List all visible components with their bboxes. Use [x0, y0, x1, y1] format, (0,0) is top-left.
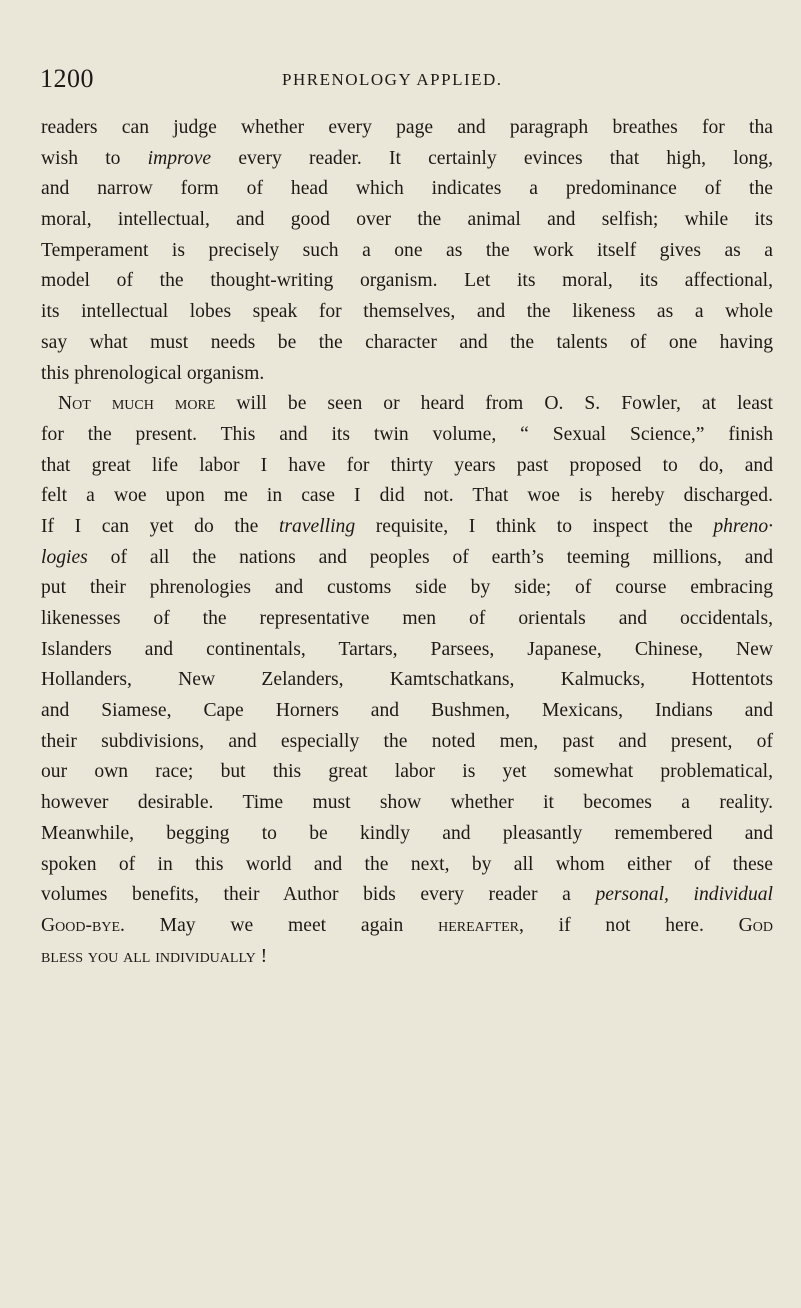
- text-line: [41, 144, 773, 175]
- text-line: likenesses of the representative men of orientals and occidentals,: [41, 608, 773, 629]
- text-line: put their phrenologies and customs side by side; of course embracing: [41, 577, 773, 599]
- text-line: moral, intellectual, and good over the animal and selfish; while its: [41, 209, 773, 231]
- text-line: readers can judge whether every page and paragraph breathes for tha: [41, 117, 773, 138]
- text-line: Meanwhile, begging to be kindly and pleasantly remembered and: [41, 822, 773, 844]
- text-run: if not here.: [523, 914, 739, 936]
- italic-text: personal, individual: [595, 884, 773, 906]
- text-line: that great life labor I have for thirty years past proposed to do, and: [41, 454, 773, 476]
- running-title: PHRENOLOGY APPLIED.: [282, 70, 503, 89]
- text-run: wish to: [41, 147, 148, 169]
- text-line: for the present. This and its twin volume, “ Sexual Science,” finish: [41, 423, 773, 445]
- text-line: model of the thought-writing organism. Let its moral, its affectional,: [41, 270, 773, 292]
- smallcaps-text: bless you all individually !: [41, 945, 268, 967]
- page-number: 1200: [40, 64, 94, 93]
- text-line: spoken of in this world and the next, by all whom either of these: [41, 853, 773, 875]
- text-line: our own race; but this great labor is yet somewhat problematical,: [41, 761, 773, 783]
- text-run: requisite, I think to inspect the: [355, 515, 714, 537]
- text-line: and Siamese, Cape Horners and Bushmen, Mexicans, Indians and: [41, 700, 773, 722]
- italic-text: improve: [147, 147, 212, 169]
- smallcaps-text: hereafter,: [438, 914, 524, 936]
- smallcaps-text: Good-bye.: [41, 914, 125, 936]
- italic-text: travelling: [278, 515, 356, 537]
- text-line: [41, 543, 773, 574]
- text-line: and narrow form of head which indicates a predominance of the: [41, 178, 773, 200]
- text-line: [41, 389, 773, 420]
- text-run: will be seen or heard from O. S. Fowler, at least: [215, 393, 773, 415]
- text-line: their subdivisions, and especially the noted men, past and present, of: [41, 730, 773, 752]
- text-run: May we meet again: [124, 914, 439, 936]
- text-run: volumes benefits, their Author bids every reader a: [41, 884, 596, 906]
- text-run: If I can yet do the: [41, 515, 279, 537]
- text-line: Temperament is precisely such a one as the work itself gives as a: [41, 239, 773, 261]
- smallcaps-text: God: [738, 914, 774, 936]
- text-line: its intellectual lobes speak for themselves, and the likeness as a whole: [41, 301, 773, 323]
- text-line: however desirable. Time must show whether it becomes a reality.: [41, 792, 773, 814]
- text-line: Hollanders, New Zelanders, Kamtschatkans, Kalmucks, Hottentots: [41, 669, 773, 691]
- text-line: Islanders and continentals, Tartars, Parsees, Japanese, Chinese, New: [41, 638, 773, 660]
- running-head: [40, 64, 760, 104]
- text-line: say what must needs be the character and the talents of one having: [41, 331, 773, 353]
- body-text: [41, 113, 773, 972]
- smallcaps-text: Not much more: [58, 393, 216, 415]
- text-line: felt a woe upon me in case I did not. That woe is hereby discharged.: [41, 485, 773, 507]
- italic-text: phreno·: [713, 515, 774, 537]
- text-run: of all the nations and peoples of earth’s teeming millions, and: [87, 546, 773, 568]
- text-line: this phrenological organism.: [41, 362, 265, 384]
- text-run: every reader. It certainly evinces that high, long,: [211, 147, 773, 169]
- italic-text: logies: [41, 546, 88, 568]
- text-line: [41, 911, 773, 942]
- text-line: [41, 880, 773, 911]
- text-line: [41, 942, 773, 973]
- text-line: [41, 512, 773, 543]
